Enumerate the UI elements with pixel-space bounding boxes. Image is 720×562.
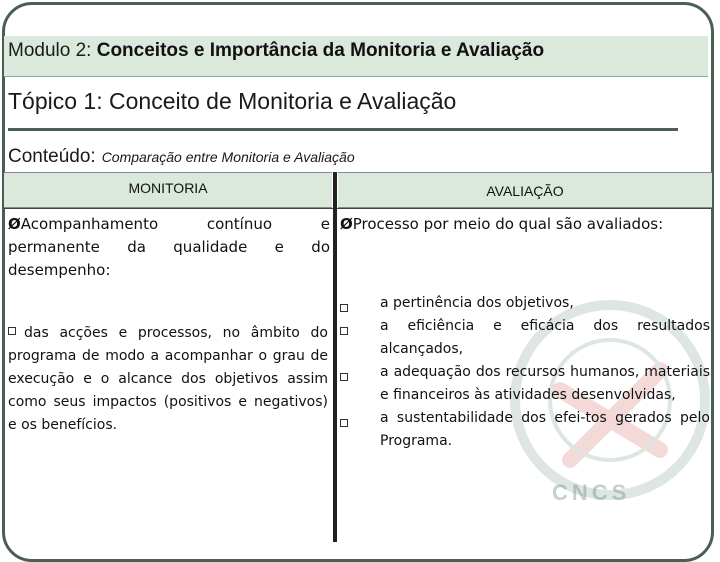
monitoria-body-text: das acções e processos, no âmbito do programa de modo a acompanhar o grau de execução e o alcance dos objetivos assim como seus impactos (positivos e negativos) e os benefícios. (8, 325, 328, 433)
content-label: Conteúdo: (8, 146, 96, 167)
topic-title: Tópico 1: Conceito de Monitoria e Avaliação (8, 88, 457, 114)
square-bullet-icon (340, 304, 348, 312)
list-item: a sustentabilidade dos efei-tos gerados pelo Programa. (340, 407, 710, 453)
content-line (8, 146, 355, 168)
list-item: a pertinência dos objetivos, (340, 292, 710, 315)
arrow-bullet-icon: Ø (8, 215, 21, 233)
topic-underline (8, 128, 678, 131)
list-item: a eficiência e eficácia dos resultados alcançados, (340, 315, 710, 361)
list-item: a adequação dos recursos humanos, materiais e financeiros às atividades desenvolvidas, (340, 361, 710, 407)
monitoria-lead (8, 213, 330, 282)
module-title (8, 40, 544, 62)
column-divider (333, 172, 337, 542)
column-header-avaliacao: AVALIAÇÃO (338, 172, 712, 208)
square-bullet-icon (340, 373, 348, 381)
module-label: Modulo 2: (8, 40, 97, 61)
square-bullet-icon (8, 327, 16, 335)
avaliacao-list (340, 292, 710, 453)
module-text: Conceitos e Importância da Monitoria e Avaliação (96, 40, 545, 61)
monitoria-body (8, 322, 328, 437)
arrow-bullet-icon: Ø (340, 215, 353, 233)
square-bullet-icon (340, 327, 348, 335)
monitoria-lead-text: Acompanhamento contínuo e permanente da qualidade e do desempenho: (8, 215, 330, 279)
square-bullet-icon (340, 419, 348, 427)
watermark-text: CNCS (552, 480, 631, 505)
column-header-monitoria: MONITORIA (4, 172, 332, 208)
avaliacao-lead-text: Processo por meio do qual são avaliados: (352, 215, 664, 233)
header-separator (4, 76, 708, 77)
avaliacao-lead (340, 213, 708, 236)
table-header-separator (4, 208, 712, 209)
content-text: Comparação entre Monitoria e Avaliação (101, 149, 355, 165)
